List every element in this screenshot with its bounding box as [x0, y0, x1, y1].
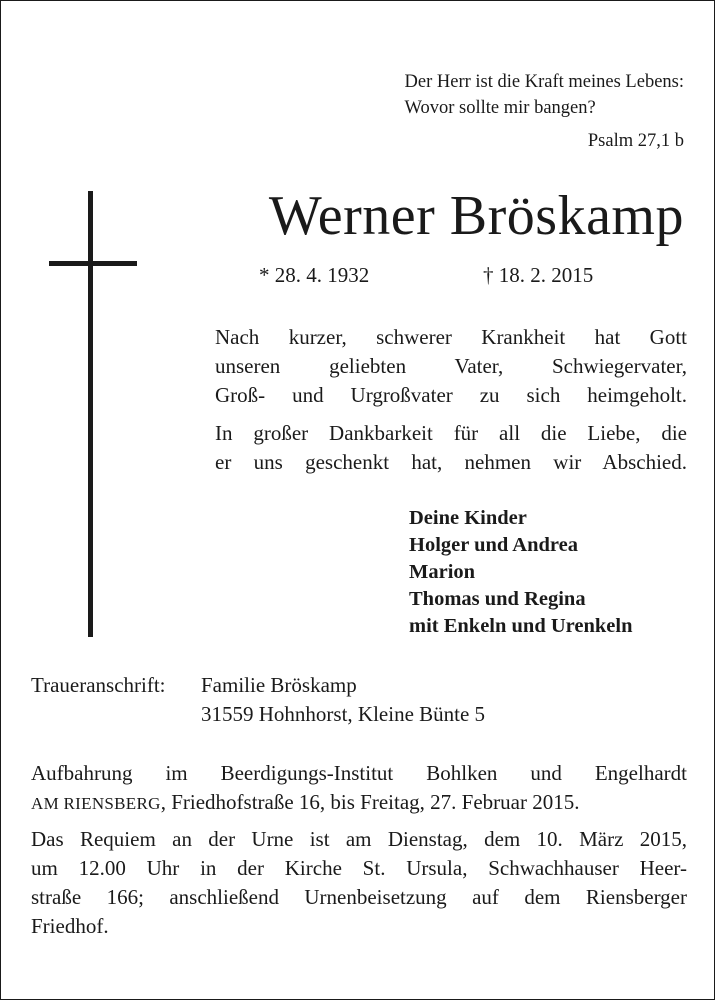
requiem-line: straße 166; anschließend Urnenbeisetzung auf dem Riensberger [31, 885, 687, 909]
viewing-line-2 [31, 788, 687, 818]
requiem-line: Das Requiem an der Urne ist am Dienstag, dem 10. März 2015, [31, 827, 687, 851]
deceased-name: Werner Bröskamp [268, 185, 684, 247]
cross-icon [88, 191, 93, 637]
bible-verse-reference: Psalm 27,1 b [587, 131, 684, 151]
mourner-entry: mit Enkeln und Urenkeln [409, 615, 633, 637]
announcement-line: Groß- und Urgroßvater zu sich heimgeholt. [215, 383, 687, 407]
address-label: Traueranschrift: [31, 673, 166, 697]
mourner-entry: Thomas und Regina [409, 588, 586, 610]
address-line-1: Familie Bröskamp [201, 673, 357, 697]
bible-verse-line-2: Wovor sollte mir bangen? [404, 98, 596, 118]
requiem-line: Friedhof. [31, 914, 109, 938]
announcement-paragraph [215, 323, 687, 410]
cross-icon-crossbar [49, 261, 137, 266]
bible-verse [405, 69, 684, 121]
mourner-entry: Marion [409, 561, 476, 583]
requiem-line: um 12.00 Uhr in der Kirche St. Ursula, Schwachhauser Heer- [31, 856, 687, 880]
mourning-address [31, 671, 485, 729]
viewing-information [31, 759, 687, 818]
gratitude-paragraph [215, 419, 687, 477]
funeral-home-name: AM RIENSBERG [31, 794, 161, 813]
death-date: † 18. 2. 2015 [483, 263, 594, 287]
gratitude-line: In großer Dankbarkeit für all die Liebe, die [215, 421, 687, 445]
gratitude-line: er uns geschenkt hat, nehmen wir Abschied. [215, 450, 687, 474]
birth-date: * 28. 4. 1932 [259, 263, 370, 287]
viewing-line-2-rest: , Friedhofstraße 16, bis Freitag, 27. Februar 2015. [160, 790, 580, 814]
bible-verse-line-1: Der Herr ist die Kraft meines Lebens: [404, 72, 684, 92]
announcement-line: unseren geliebten Vater, Schwiegervater, [215, 354, 687, 378]
mourner-entry: Deine Kinder [409, 507, 527, 529]
address-line-2: 31559 Hohnhorst, Kleine Bünte 5 [201, 702, 486, 726]
mourner-entry: Holger und Andrea [409, 534, 578, 556]
requiem-information [31, 825, 687, 941]
announcement-line: Nach kurzer, schwerer Krankheit hat Gott [215, 325, 687, 349]
viewing-line-1: Aufbahrung im Beerdigungs-Institut Bohlken und Engelhardt [31, 761, 687, 785]
mourners-list [409, 505, 632, 640]
